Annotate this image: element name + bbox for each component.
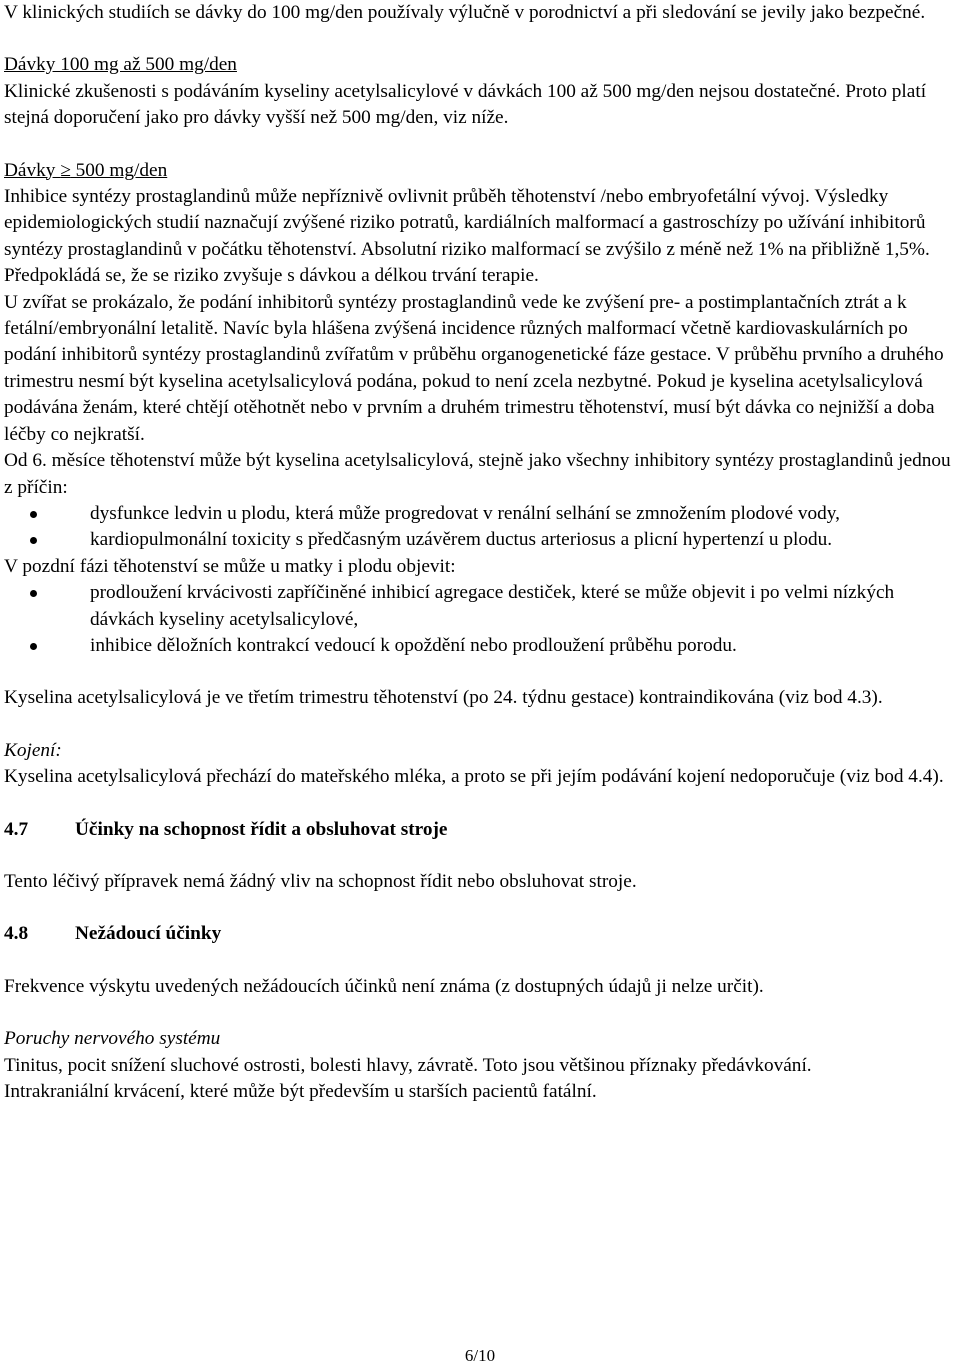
late-pregnancy-paragraph: V pozdní fázi těhotenství se může u matky i plodu objevit: (4, 555, 456, 577)
lactation-title: Kojení: (4, 739, 62, 761)
section-number: 4.7 (4, 818, 29, 840)
nervous-system-line-2: Intrakraniální krvácení, které může být především u starších pacientů fatální. (4, 1081, 597, 1102)
lactation-text: Kyselina acetylsalicylová přechází do mateřského mléka, a proto se při jejím podávání kojení nedoporučuje (viz bod 4.4). (4, 766, 944, 788)
dose-mid-text: Klinické zkušenosti s podáváním kyseliny acetylsalicylové v dávkách 100 až 500 mg/den nejsou dostatečné. Proto platí stejná doporučení jako pro dávky vyšší než 500 mg/den, viz níže. (4, 80, 927, 129)
section-4-7-heading (4, 817, 958, 843)
nervous-system-subtitle: Poruchy nervového systému (4, 1028, 221, 1050)
nervous-system-line-1: Tinitus, pocit snížení sluchové ostrosti, bolesti hlavy, závratě. Toto jsou většinou příznaky předávkování. (4, 1054, 812, 1076)
list-item-text: kardiopulmonální toxicity s předčasným uzávěrem ductus arteriosus a plicní hypertenzí u plodu. (90, 529, 833, 551)
list-item (4, 633, 958, 659)
from-6-month-paragraph: Od 6. měsíce těhotenství může být kyselina acetylsalicylová, stejně jako všechny inhibitory syntézy prostaglandinů jednou z příčin: (4, 450, 951, 498)
section-4-8-heading (4, 921, 958, 947)
dose-high-title (4, 158, 958, 184)
dose-high-text: Inhibice syntézy prostaglandinů může nepříznivě ovlivnit průběh těhotenství /nebo embryofetální vývoj. Výsledky epidemiologických studií naznačují zvýšené riziko potratů, kardiálních malformací a gastroschízy po užívání inhibitorů syntézy prostaglandinů v počátku těhotenství. Absolutní riziko malformací se zvýšilo z méně než 1% na přibližně 1,5%. Předpokládá se, že se riziko zvyšuje s dávkou a délkou trvání terapie. (4, 186, 930, 287)
list-item-text: dysfunkce ledvin u plodu, která může progredovat v renální selhání se zmnožením plodové vody, (90, 502, 840, 524)
section-4-8-text: Frekvence výskytu uvedených nežádoucích účinků není známa (z dostupných údajů ji nelze určit). (4, 975, 764, 997)
section-title: Nežádoucí účinky (75, 923, 222, 945)
section-4-7-text: Tento léčivý přípravek nemá žádný vliv na schopnost řídit nebo obsluhovat stroje. (4, 870, 637, 892)
third-trimester-paragraph: Kyselina acetylsalicylová je ve třetím trimestru těhotenství (po 24. týdnu gestace) kontraindikována (viz bod 4.3). (4, 687, 883, 709)
section-number: 4.8 (4, 923, 29, 945)
dose-high-title-symbol: ≥ (60, 159, 71, 181)
list-item-text: prodloužení krvácivosti zapříčiněné inhibicí agregace destiček, které se může objevit i po velmi nízkých dávkách kyseliny acetylsalicylové, (90, 582, 895, 630)
dose-high-title-suffix: 500 mg/den (70, 159, 168, 181)
section-title: Účinky na schopnost řídit a obsluhovat stroje (75, 818, 448, 840)
bullet-icon (30, 643, 37, 650)
bullet-icon (30, 590, 37, 597)
page-number: 6/10 (464, 1346, 496, 1365)
document-page (4, 0, 958, 1105)
bullet-icon (30, 537, 37, 544)
list-item (4, 527, 958, 553)
list-item (4, 580, 958, 633)
late-risk-list (4, 580, 958, 659)
intro-paragraph: V klinických studiích se dávky do 100 mg/den používaly výlučně v porodnictví a při sledování se jevily jako bezpečné. (4, 2, 926, 23)
fetal-risk-list (4, 501, 958, 554)
list-item-text: inhibice děložních kontrakcí vedoucí k opoždění nebo prodloužení průběhu porodu. (90, 634, 737, 656)
bullet-icon (30, 511, 37, 518)
dose-mid-title: Dávky 100 mg až 500 mg/den (4, 54, 237, 76)
dose-high-title-prefix: Dávky (4, 159, 61, 181)
animals-paragraph: U zvířat se prokázalo, že podání inhibitorů syntézy prostaglandinů vede ke zvýšení pre- a postimplantačních ztrát a k fetální/embryonální letalitě. Navíc byla hlášena zvýšená incidence různých malformací včetně kardiovaskulárních po podání inhibitorů syntézy prostaglandinů zvířatům v průběhu organogenetické fáze gestace. V průběhu prvního a druhého trimestru nesmí být kyselina acetylsalicylová podána, pokud to není zcela nezbytné. Pokud je kyselina acetylsalicylová podávána ženám, které chtějí otěhotnět nebo v prvním a druhém trimestru těhotenství, musí být dávka co nejnižší a doba léčby co nejkratší. (4, 291, 944, 445)
list-item (4, 501, 958, 527)
